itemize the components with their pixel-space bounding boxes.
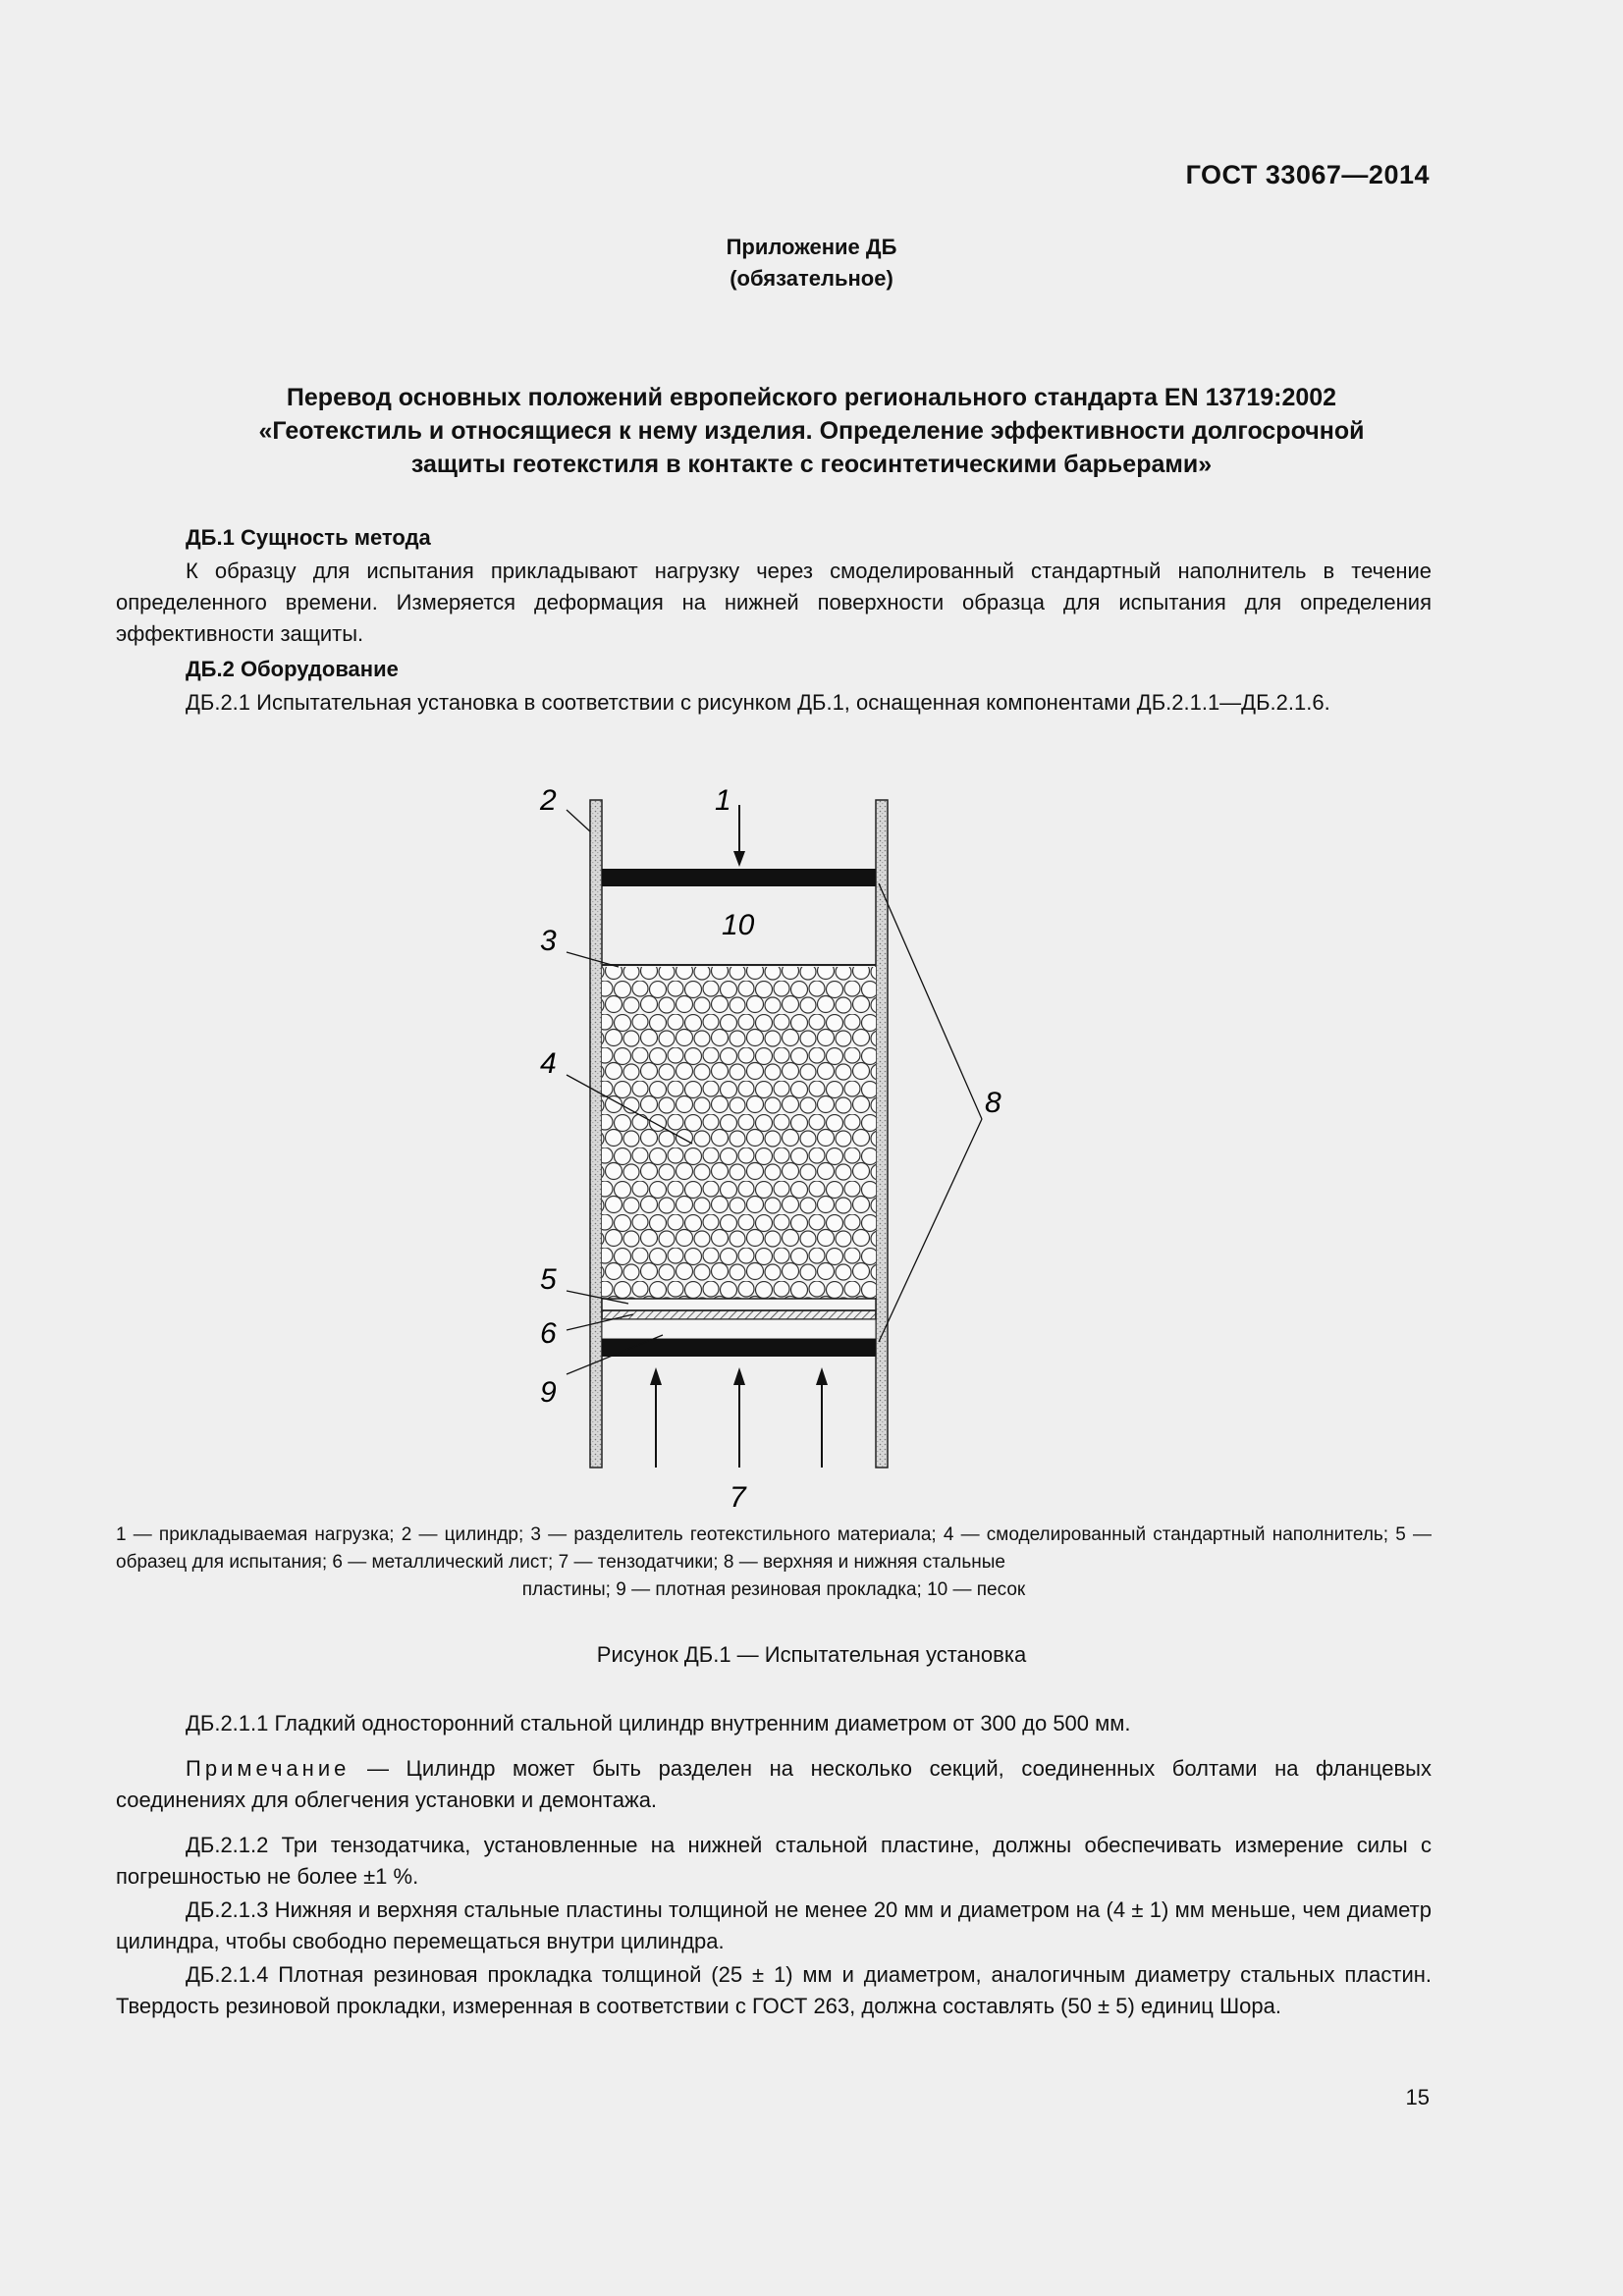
- label-9: 9: [540, 1376, 557, 1409]
- item-2-1-2: ДБ.2.1.2 Три тензодатчика, установленные на нижней стальной пластине, должны обеспечивать измерение силы с погрешностью не более ±1 %.: [116, 1833, 1432, 1889]
- item-2-1-1: ДБ.2.1.1 Гладкий односторонний стальной цилиндр внутренним диаметром от 300 до 500 мм.: [186, 1711, 1131, 1735]
- label-8: 8: [985, 1087, 1001, 1119]
- label-10: 10: [722, 909, 755, 941]
- bottom-steel-plate: [602, 1339, 876, 1357]
- annex-heading: [0, 232, 1623, 294]
- label-7: 7: [730, 1481, 746, 1512]
- title-line-3: защиты геотекстиля в контакте с геосинтетическими барьерами»: [410, 451, 1213, 478]
- note-text: — Цилиндр может быть разделен на несколько секций, соединенных болтами на фланцевых соединениях для облегчения установки и демонтажа.: [116, 1756, 1432, 1812]
- label-3: 3: [540, 925, 557, 957]
- label-4: 4: [540, 1047, 557, 1080]
- cylinder-left-wall: [590, 800, 602, 1468]
- test-specimen: [602, 1299, 876, 1310]
- applied-load-arrowhead: [733, 851, 745, 867]
- section-2-heading: ДБ.2 Оборудование: [186, 657, 399, 681]
- section-1-heading: ДБ.1 Сущность метода: [186, 525, 431, 550]
- label-5: 5: [540, 1263, 557, 1296]
- test-setup-figure: [525, 780, 1055, 1512]
- rubber-pad: [602, 1319, 876, 1339]
- annex-status: (обязательное): [730, 266, 893, 291]
- label-2: 2: [540, 784, 557, 817]
- figure-caption: Рисунок ДБ.1 — Испытательная установка: [596, 1642, 1027, 1667]
- section-1-text: К образцу для испытания прикладывают нагрузку через смоделированный стандартный наполнитель в течение определенного времени. Измеряется деформация на нижней поверхности образца для испытания для определения эффективности защиты.: [116, 559, 1432, 646]
- figure-legend: [116, 1522, 1432, 1604]
- section-1: [116, 522, 1432, 719]
- item-2-1-4: ДБ.2.1.4 Плотная резиновая прокладка толщиной (25 ± 1) мм и диаметром, аналогичным диаметру стальных пластин. Твердость резиновой прокладки, измеренная в соответствии с ГОСТ 263, должна составлять (50 ± 5) единиц Шора.: [116, 1962, 1432, 2018]
- section-2-text: ДБ.2.1 Испытательная установка в соответствии с рисунком ДБ.1, оснащенная компонентами ДБ.2.1.1—ДБ.2.1.6.: [186, 690, 1330, 715]
- page-number: 15: [1405, 2085, 1430, 2109]
- title-line-1: Перевод основных положений европейского регионального стандарта EN 13719:2002: [286, 384, 1337, 411]
- label-6: 6: [540, 1317, 557, 1350]
- note-label: Примечание: [186, 1756, 351, 1781]
- title-line-2: «Геотекстиль и относящиеся к нему изделия. Определение эффективности долгосрочной: [258, 417, 1365, 445]
- standard-number: ГОСТ 33067—2014: [1185, 160, 1430, 189]
- metal-sheet: [602, 1310, 876, 1319]
- note: [116, 1753, 1432, 1816]
- legend-line-2: пластины; 9 — плотная резиновая прокладка; 10 — песок: [521, 1579, 1026, 1600]
- top-steel-plate: [602, 869, 876, 886]
- equipment-items: [116, 1708, 1432, 2022]
- document-title: [0, 381, 1623, 481]
- item-2-1-3: ДБ.2.1.3 Нижняя и верхняя стальные пластины толщиной не менее 20 мм и диаметром на (4 ± 1) мм меньше, чем диаметр цилиндра, чтобы свободно перемещаться внутри цилиндра.: [116, 1897, 1432, 1953]
- legend-line-1: 1 — прикладываемая нагрузка; 2 — цилиндр; 3 — разделитель геотекстильного материала; 4 — смоделированный стандартный наполнитель; 5 — образец для испытания; 6 — металлический лист; 7 — тензодатчики; 8 — верхняя и нижняя стальные: [116, 1524, 1432, 1573]
- annex-title: Приложение ДБ: [726, 235, 897, 259]
- modelled-filler: [602, 967, 876, 1299]
- load-cell-arrows: [650, 1367, 828, 1468]
- label-1: 1: [715, 784, 731, 817]
